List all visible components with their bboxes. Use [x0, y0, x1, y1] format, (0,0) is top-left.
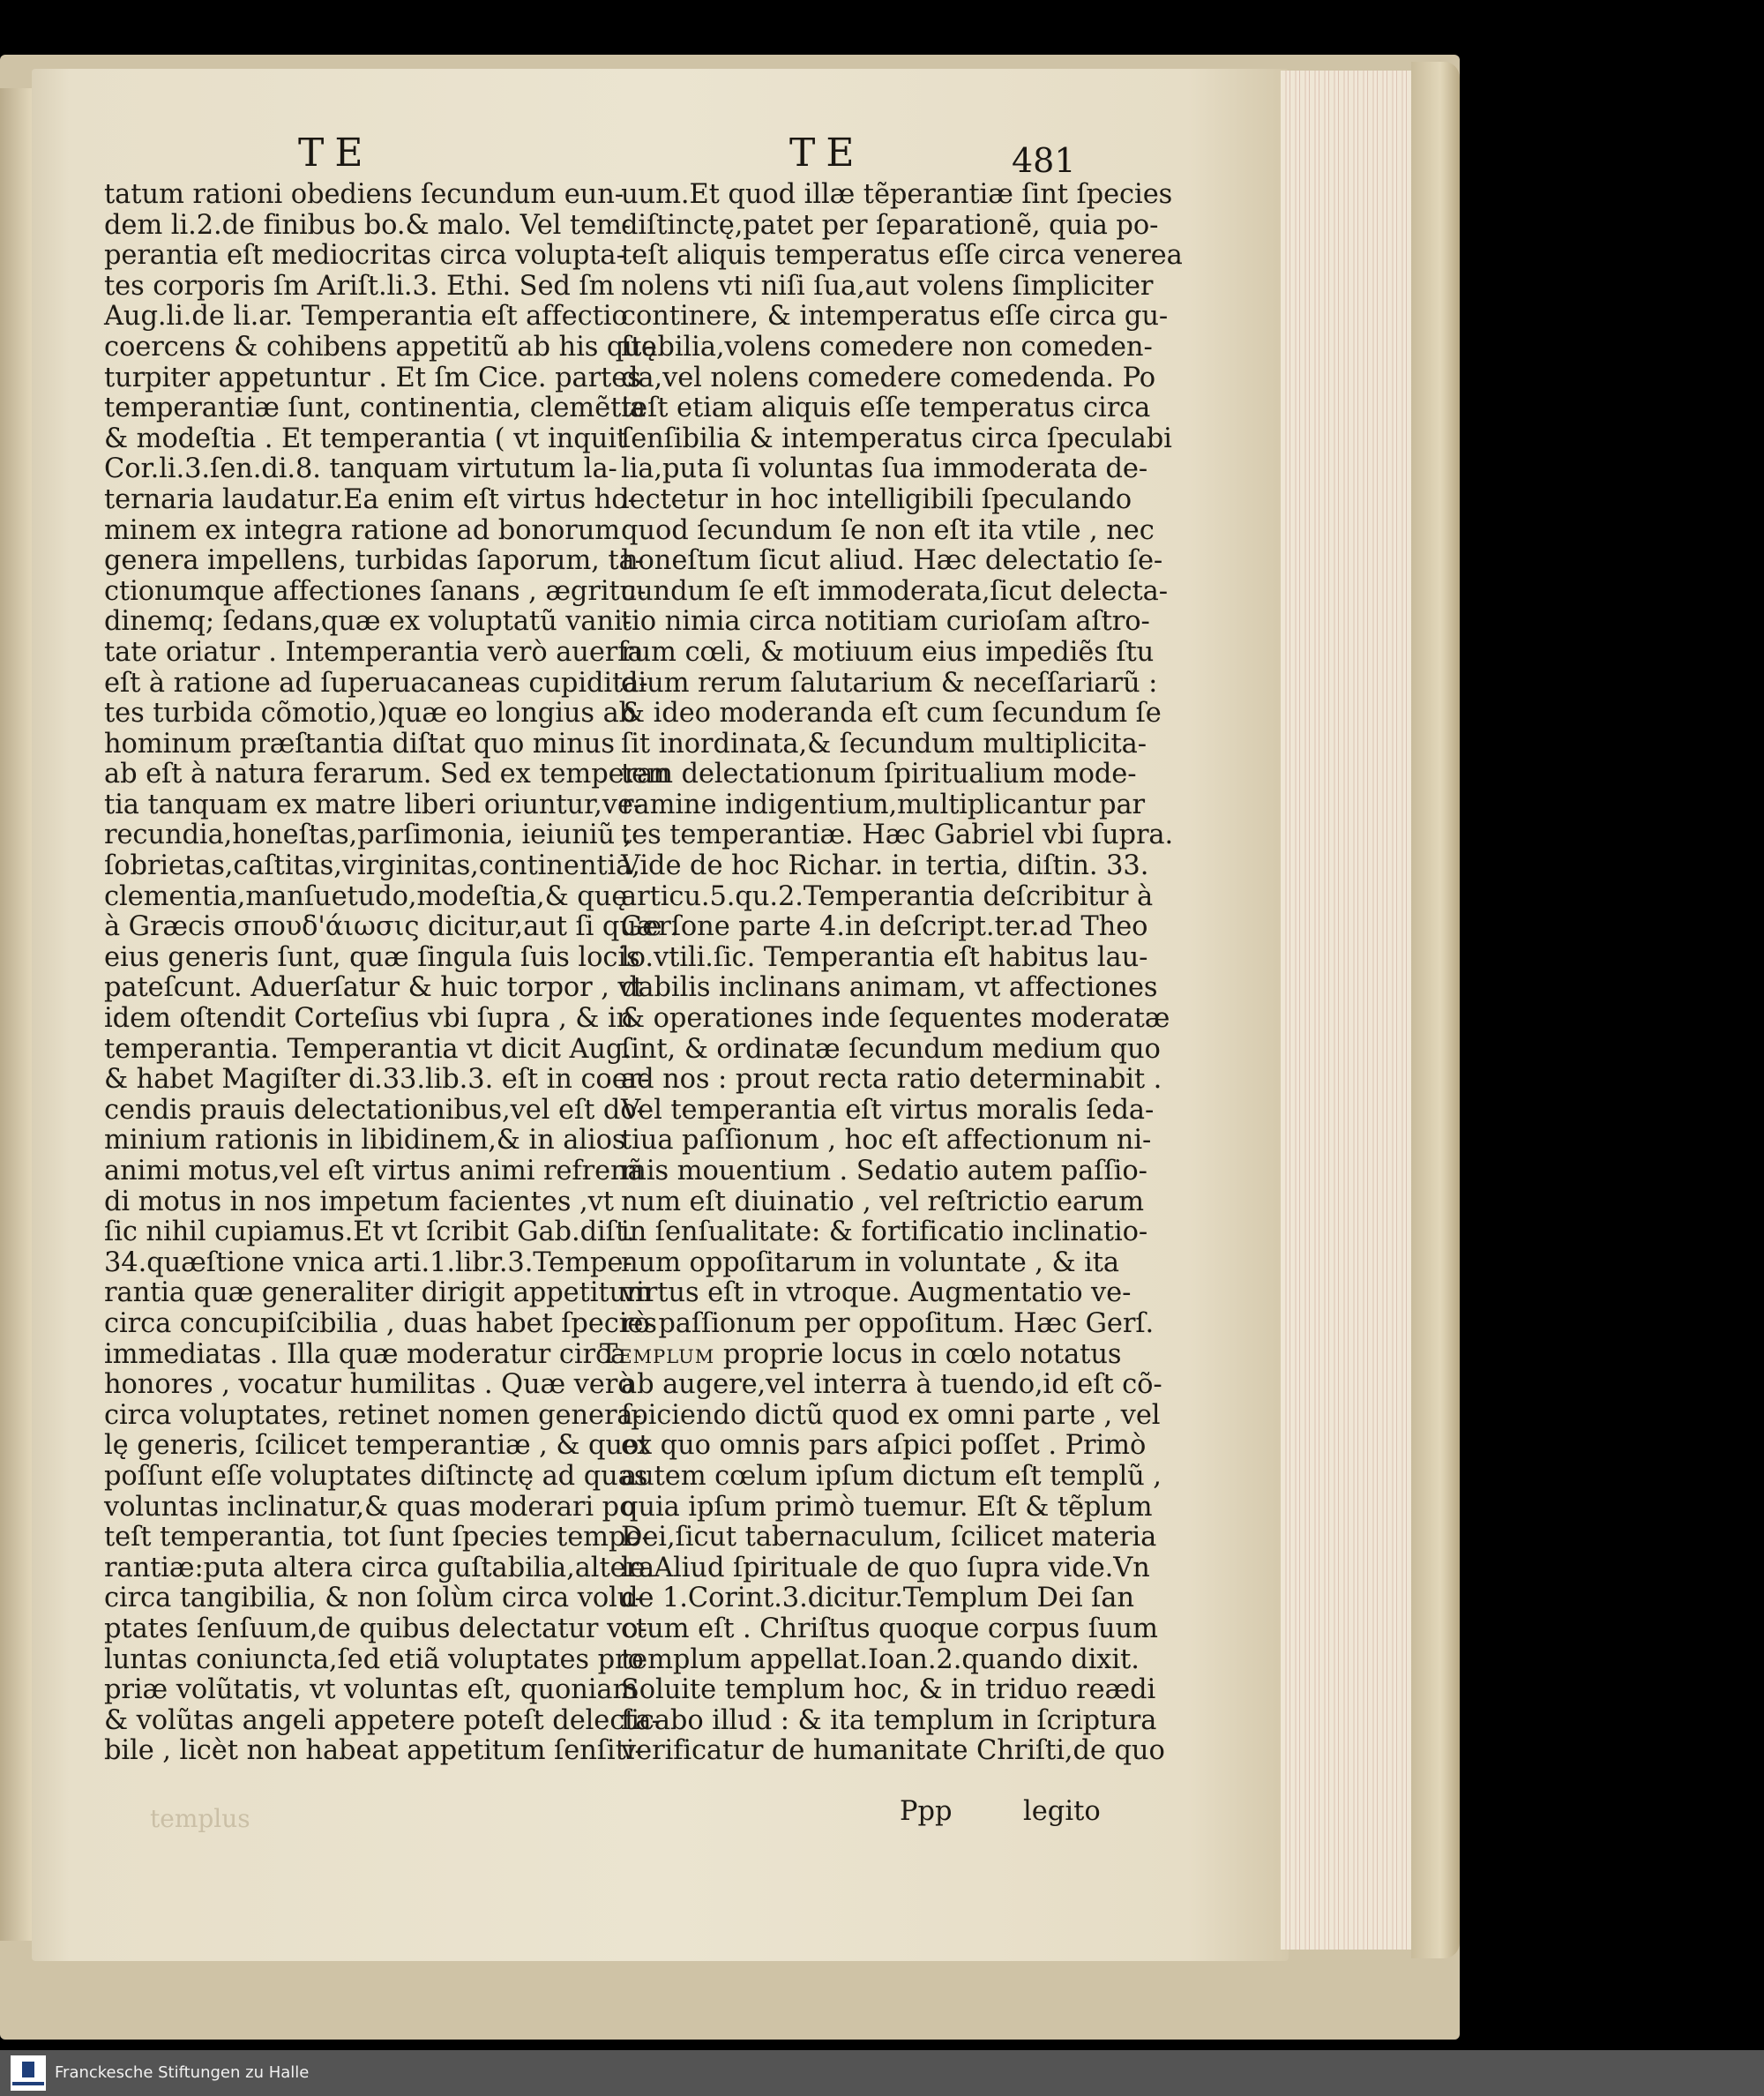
text-line: immediatas . Illa quæ moderatur circa — [104, 1338, 627, 1370]
text-line: & operationes inde ſequentes moderatæ — [621, 1003, 1170, 1035]
text-line: circa voluptates, retinet nomen genera- — [104, 1399, 642, 1431]
text-line: da,vel nolens comedere comedenda. Po — [621, 362, 1156, 393]
text-line: dem li.2.de finibus bo.& malo. Vel tem- — [104, 209, 632, 241]
text-line: mis mouentium . Sedatio autem paſſio- — [621, 1156, 1147, 1186]
text-line: tate oriatur . Intemperantia verò auerſa — [104, 636, 644, 668]
text-line: ſobrietas,caſtitas,virginitas,continentia, — [104, 850, 640, 882]
text-line: clementia,manſuetudo,modeſtia,& quę — [104, 880, 628, 912]
text-line: honores , vocatur humilitas . Quæ verò — [104, 1369, 634, 1401]
text-line: ſtabilia,volens comedere non comeden- — [621, 331, 1153, 363]
text-line: recundia,honeſtas,parſimonia, ieiuniũ , — [104, 820, 632, 851]
text-line: & modeſtia . Et temperantia ( vt inquit — [104, 423, 628, 454]
right-text-column — [600, 179, 1183, 1767]
text-line: ptates ſenſuum,de quibus delectatur vo- — [104, 1613, 647, 1644]
text-line: rantiæ:puta altera circa guſtabilia,altera — [104, 1552, 655, 1583]
text-line: Cor.li.3.ſen.di.8. tanquam virtutum la- — [104, 453, 617, 485]
text-line: tiua paſſionum , hoc eſt affectionum ni- — [621, 1125, 1152, 1157]
text-line: temperantia. Temperantia vt dicit Aug. — [104, 1033, 632, 1065]
text-line: dium rerum ſalutarium & neceſſariarũ : — [621, 667, 1158, 699]
text-line: poſſunt eſſe voluptates diſtinctę ad quas — [104, 1460, 648, 1492]
text-line: turpiter appetuntur . Et ſm Cice. partes — [104, 362, 641, 393]
text-line: & volũtas angeli appetere poteſt delecta- — [104, 1704, 661, 1736]
left-text-column — [104, 180, 679, 1767]
institution-name: Franckesche Stiftungen zu Halle — [55, 2063, 310, 2082]
text-line: rum cœli, & motiuum eius impediẽs ſtu — [621, 636, 1155, 668]
text-line: quod ſecundum ſe non eſt ita vtile , nec — [621, 514, 1155, 546]
right-running-head: TE — [789, 131, 865, 176]
text-line: ctionumque affectiones ſanans , ægritu- — [104, 575, 647, 607]
text-line: perantia eſt mediocritas circa volupta- — [104, 240, 625, 272]
text-line: ſenſibilia & intemperatus circa ſpeculabi — [621, 423, 1172, 454]
text-line: ſint, & ordinatæ ſecundum medium quo — [621, 1033, 1161, 1065]
text-line: Templum proprie locus in cœlo notatus — [600, 1338, 1122, 1370]
text-line: rantia quæ generaliter dirigit appetitum — [104, 1277, 652, 1309]
text-line: ſit inordinata,& ſecundum multiplicita- — [621, 728, 1147, 760]
text-line: di motus in nos impetum facientes ,vt — [104, 1186, 614, 1217]
text-line: lo.vtili.ſic. Temperantia eſt habitus lau- — [621, 941, 1148, 973]
text-line: hominum præſtantia diſtat quo minus — [104, 728, 615, 760]
text-line: autem cœlum ipſum dictum eſt templũ , — [621, 1460, 1162, 1492]
text-line: circa tangibilia, & non ſolùm circa volu- — [104, 1583, 644, 1614]
text-line: minem ex integra ratione ad bonorum — [104, 514, 621, 546]
text-line: rò paſſionum per oppoſitum. Hæc Gerſ. — [621, 1307, 1155, 1339]
text-line: ficabo illud : & ita templum in ſcriptura — [621, 1704, 1157, 1736]
text-line: ex quo omnis pars aſpici poſſet . Primò — [621, 1430, 1147, 1462]
text-line: voluntas inclinatur,& quas moderari po — [104, 1491, 636, 1523]
text-line: articu.5.qu.2.Temperantia deſcribitur à — [621, 880, 1154, 912]
text-line: ſic nihil cupiamus.Et vt ſcribit Gab.diſt. — [104, 1216, 635, 1248]
text-line: tes corporis ſm Ariſt.li.3. Ethi. Sed ſm — [104, 270, 615, 302]
text-line: bile , licèt non habeat appetitum ſenſiti- — [104, 1735, 644, 1767]
text-line: tatum rationi obediens ſecundum eun- — [104, 179, 624, 210]
text-line: teſt aliquis temperatus eſſe circa venerea — [621, 240, 1183, 272]
text-line: tem delectationum ſpiritualium mode- — [621, 759, 1137, 790]
text-line: tia tanquam ex matre liberi oriuntur,ve- — [104, 789, 643, 820]
viewer-footer — [0, 2050, 1764, 2096]
book-cover-edge — [1411, 62, 1460, 1958]
text-line: ab augere,vel interra à tuendo,id eſt cõ- — [621, 1369, 1162, 1401]
text-line: tes temperantiæ. Hæc Gabriel vbi ſupra. — [621, 820, 1174, 851]
text-line: in ſenſualitate: & fortificatio inclinatio- — [621, 1216, 1148, 1248]
text-line: dinemq; ſedans,quæ ex voluptatũ vani- — [104, 606, 632, 638]
text-line: nolens vti niſi ſua,aut volens ſimpliciter — [621, 270, 1154, 302]
text-line: minium rationis in libidinem,& in alios — [104, 1125, 626, 1157]
text-line: teſt temperantia, tot ſunt ſpecies tempe- — [104, 1522, 651, 1553]
text-line: ſpiciendo dictũ quod ex omni parte , vel — [621, 1399, 1161, 1431]
text-line: lę generis, ſcilicet temperantiæ , & quot — [104, 1430, 650, 1462]
signature-mark: Ppp — [900, 1796, 953, 1827]
franckesche-stiftungen-logo-icon — [11, 2055, 46, 2091]
text-line: Vel temperantia eſt virtus moralis ſeda- — [621, 1094, 1155, 1126]
page-fore-edge — [1281, 71, 1417, 1950]
text-line: circa concupiſcibilia , duas habet ſpecies — [104, 1307, 657, 1339]
text-line: num eſt diuinatio , vel reſtrictio earum — [621, 1186, 1144, 1217]
text-line: pateſcunt. Aduerſatur & huic torpor , vt — [104, 972, 644, 1004]
text-line: coercens & cohibens appetitũ ab his quę — [104, 331, 657, 363]
text-line: & habet Magiſter di.33.lib.3. eſt in coer- — [104, 1064, 650, 1096]
text-line: num oppoſitarum in voluntate , & ita — [621, 1246, 1119, 1278]
text-line: lia,puta ſi voluntas ſua immoderata de- — [621, 453, 1148, 485]
text-line: idem oſtendit Corteſius vbi ſupra , & in — [104, 1003, 634, 1035]
text-line: cundum ſe eſt immoderata,ſicut delecta- — [621, 575, 1168, 607]
text-line: ab eſt à natura ferarum. Sed ex temperan — [104, 759, 670, 790]
page-number: 481 — [1012, 141, 1076, 180]
text-line: Gerſone parte 4.in deſcript.ter.ad Theo — [621, 911, 1148, 943]
text-line: templum appellat.Ioan.2.quando dixit. — [621, 1643, 1140, 1675]
text-line: ternaria laudatur.Ea enim eſt virtus ho- — [104, 483, 637, 515]
previous-page-edge — [0, 88, 34, 1941]
text-line: Aug.li.de li.ar. Temperantia eſt affectio — [104, 301, 628, 333]
text-line: eſt à ratione ad ſuperuacaneas cupidita- — [104, 667, 648, 699]
text-line: de 1.Corint.3.dicitur.Templum Dei ſan — [621, 1583, 1134, 1614]
entry-heading: Templum — [600, 1338, 715, 1370]
text-line: quia ipſum primò tuemur. Eſt & tẽplum — [621, 1491, 1153, 1523]
text-line: Dei,ſicut tabernaculum, ſcilicet materia — [621, 1522, 1157, 1553]
text-line: diſtinctę,patet per ſeparationẽ, quia po- — [621, 209, 1159, 241]
text-line: & ideo moderanda eſt cum ſecundum ſe — [621, 698, 1162, 730]
text-line: temperantiæ ſunt, continentia, clemẽtia — [104, 393, 646, 424]
text-line: cendis prauis delectationibus,vel eſt do- — [104, 1094, 646, 1126]
text-line: Soluite templum hoc, & in triduo reædi — [621, 1674, 1156, 1706]
text-line: teſt etiam aliquis eſſe temperatus circa — [621, 393, 1151, 424]
text-line: virtus eſt in vtroque. Augmentatio ve- — [621, 1277, 1132, 1309]
text-line: priæ volũtatis, vt voluntas eſt, quoniam — [104, 1674, 639, 1706]
text-line: genera impellens, turbidas ſaporum, ta- — [104, 545, 644, 577]
text-line: ramine indigentium,multiplicantur par — [621, 789, 1146, 820]
text-line: tio nimia circa notitiam curioſam aſtro- — [621, 606, 1150, 638]
catchword: legito — [1023, 1796, 1101, 1827]
text-line: tes turbida cõmotio,)quæ eo longius ab — [104, 698, 637, 730]
text-line: animi motus,vel eſt virtus animi refrenã — [104, 1156, 644, 1186]
text-line: lectetur in hoc intelligibili ſpeculando — [621, 483, 1132, 515]
text-line: eius generis ſunt, quæ ſingula ſuis locis — [104, 941, 640, 973]
text-line: dabilis inclinans animam, vt affectiones — [621, 972, 1158, 1004]
text-line: ctum eſt . Chriſtus quoque corpus ſuum — [621, 1613, 1158, 1644]
text-line: honeſtum ſicut aliud. Hæc delectatio ſe- — [621, 545, 1163, 577]
text-line: luntas coniuncta,ſed etiã voluptates pro — [104, 1643, 644, 1675]
text-line: continere, & intemperatus eſſe circa gu- — [621, 301, 1169, 333]
text-line: 34.quæſtione vnica arti.1.libr.3.Tempe- — [104, 1246, 632, 1278]
left-running-head: TE — [298, 131, 374, 176]
text-line: ad nos : prout recta ratio determinabit . — [621, 1064, 1162, 1096]
text-line: à Græcis σπουδ'άιωσις dicitur,aut ſi quæ . — [104, 911, 679, 943]
bleed-through-text: templus — [150, 1804, 250, 1833]
text-line: verificatur de humanitate Chriſti,de quo — [621, 1735, 1165, 1767]
text-line: uum.Et quod illæ tẽperantiæ ſint ſpecies — [621, 179, 1173, 210]
text-line: le.Aliud ſpirituale de quo ſupra vide.Vn — [621, 1552, 1150, 1583]
text-line: Vide de hoc Richar. in tertia, diſtin. 33. — [621, 850, 1149, 882]
